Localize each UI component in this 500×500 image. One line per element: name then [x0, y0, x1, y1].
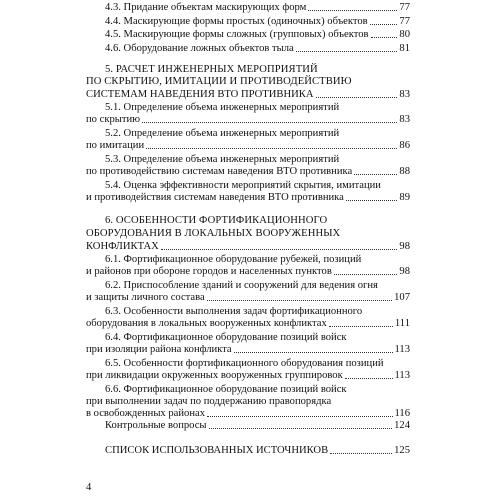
toc-entry-text: по скрытию: [86, 114, 141, 125]
leader-dots: [161, 249, 398, 250]
toc-page-number: 77: [399, 2, 410, 13]
toc-page-number: 88: [399, 166, 410, 177]
toc-page-number: 125: [394, 445, 410, 456]
leader-dots: [207, 416, 392, 417]
toc-page-number: 111: [394, 318, 410, 329]
toc-page-number: 80: [399, 29, 410, 40]
toc-entry-4-6[interactable]: [105, 43, 410, 55]
toc-page-number: 98: [399, 266, 410, 277]
toc-entry-6-6-line1[interactable]: 6.6. Фортификационное оборудование позиций войск: [105, 384, 347, 395]
toc-entry-text: по имитации: [86, 140, 145, 151]
leader-dots: [370, 24, 398, 25]
leader-dots: [316, 97, 398, 98]
toc-entry-text: в освобожденных районах: [86, 408, 206, 419]
toc-page-number: 83: [399, 89, 410, 100]
toc-entry-6-3-line1[interactable]: 6.3. Особенности выполнения задач фортификационного: [105, 306, 363, 317]
toc-entry-6-4[interactable]: [86, 344, 410, 356]
toc-entry-5-1-line1[interactable]: 5.1. Определение объема инженерных мероприятий: [105, 102, 340, 113]
toc-entry-text: по противодействию системам наведения ВТО противника: [86, 166, 353, 177]
page-number: 4: [86, 482, 92, 493]
toc-entry-6-2[interactable]: [86, 292, 410, 304]
leader-dots: [329, 326, 393, 327]
section-6-heading-line2[interactable]: ОБОРУДОВАНИЯ В ЛОКАЛЬНЫХ ВООРУЖЕННЫХ: [86, 228, 341, 239]
section-5-heading-line2[interactable]: ПО СКРЫТИЮ, ИМИТАЦИИ И ПРОТИВОДЕЙСТВИЮ: [86, 76, 352, 87]
toc-entry-sources[interactable]: [105, 445, 410, 457]
leader-dots: [354, 174, 397, 175]
toc-entry-text: 4.6. Оборудование ложных объектов тыла: [105, 43, 294, 54]
toc-page-number: 83: [399, 114, 410, 125]
toc-page-number: 98: [399, 241, 410, 252]
toc-entry-5-3[interactable]: [86, 166, 410, 178]
toc-page-number: 116: [394, 408, 410, 419]
toc-entry-text: СПИСОК ИСПОЛЬЗОВАННЫХ ИСТОЧНИКОВ: [105, 445, 329, 456]
toc-page-number: 86: [399, 140, 410, 151]
toc-entry-5-4[interactable]: [86, 192, 410, 204]
toc-entry-5-2[interactable]: [86, 140, 410, 152]
toc-entry-text: и районов при обороне городов и населенных пунктов: [86, 266, 332, 277]
toc-entry-6-5-line1[interactable]: 6.5. Особенности фортификационного оборудования позиций: [105, 358, 384, 369]
toc-entry-4-5[interactable]: [105, 29, 410, 41]
toc-entry-5-1[interactable]: [86, 114, 410, 126]
toc-entry-text: при ликвидации окруженных вооруженных группировок: [86, 370, 343, 381]
leader-dots: [330, 453, 392, 454]
toc-entry-4-4[interactable]: [105, 16, 410, 28]
toc-entry-text: 4.5. Маскирующие формы сложных (групповых) объектов: [105, 29, 369, 40]
leader-dots: [146, 148, 397, 149]
toc-entry-5-3-line1[interactable]: 5.3. Определение объема инженерных мероприятий: [105, 154, 340, 165]
toc-page-number: 124: [394, 420, 410, 431]
toc-entry-4-3[interactable]: [105, 2, 410, 14]
leader-dots: [234, 352, 393, 353]
leader-dots: [345, 378, 393, 379]
toc-entry-6-6-line2[interactable]: при выполнении задач по поддержанию правопорядка: [86, 396, 332, 407]
leader-dots: [334, 274, 398, 275]
leader-dots: [207, 300, 392, 301]
toc-entry-control-questions[interactable]: [105, 420, 410, 432]
toc-entry-5-4-line1[interactable]: 5.4. Оценка эффективности мероприятий скрытия, имитации: [105, 180, 381, 191]
leader-dots: [346, 200, 398, 201]
leader-dots: [142, 122, 397, 123]
toc-entry-text: оборудования в локальных вооруженных конфликтах: [86, 318, 327, 329]
toc-entry-6-2-line1[interactable]: 6.2. Приспособление зданий и сооружений для ведения огня: [105, 280, 378, 291]
toc-entry-text: при изоляции района конфликта: [86, 344, 232, 355]
toc-page-number: 89: [399, 192, 410, 203]
toc-page-number: 77: [399, 16, 410, 27]
leader-dots: [371, 37, 398, 38]
toc-entry-text: и защиты личного состава: [86, 292, 205, 303]
toc-entry-6-1[interactable]: [86, 266, 410, 278]
toc-entry-text: КОНФЛИКТАХ: [86, 241, 159, 252]
section-5-heading-line1[interactable]: 5. РАСЧЕТ ИНЖЕНЕРНЫХ МЕРОПРИЯТИЙ: [105, 64, 318, 75]
leader-dots: [209, 428, 393, 429]
section-5-heading-line3[interactable]: [86, 89, 410, 101]
toc-entry-text: и противодействия системам наведения ВТО противника: [86, 192, 344, 203]
toc-entry-text: СИСТЕМАМ НАВЕДЕНИЯ ВТО ПРОТИВНИКА: [86, 89, 314, 100]
toc-page-number: 113: [394, 344, 410, 355]
toc-page-number: 113: [394, 370, 410, 381]
toc-entry-6-4-line1[interactable]: 6.4. Фортификационное оборудование позиций войск: [105, 332, 347, 343]
toc-entry-6-5[interactable]: [86, 370, 410, 382]
toc-entry-text: Контрольные вопросы: [105, 420, 207, 431]
toc-entry-text: 4.3. Придание объектам маскирующих форм: [105, 2, 307, 13]
section-6-heading-line3[interactable]: [86, 241, 410, 253]
toc-entry-6-1-line1[interactable]: 6.1. Фортификационное оборудование рубежей, позиций: [105, 254, 362, 265]
leader-dots: [296, 51, 398, 52]
toc-entry-6-3[interactable]: [86, 318, 410, 330]
toc-page-number: 107: [394, 292, 410, 303]
toc-page-number: 81: [399, 43, 410, 54]
toc-entry-5-2-line1[interactable]: 5.2. Определение объема инженерных мероприятий: [105, 128, 340, 139]
toc-entry-text: 4.4. Маскирующие формы простых (одиночных) объектов: [105, 16, 368, 27]
section-6-heading-line1[interactable]: 6. ОСОБЕННОСТИ ФОРТИФИКАЦИОННОГО: [105, 215, 328, 226]
toc-entry-6-6[interactable]: [86, 408, 410, 420]
leader-dots: [308, 10, 397, 11]
